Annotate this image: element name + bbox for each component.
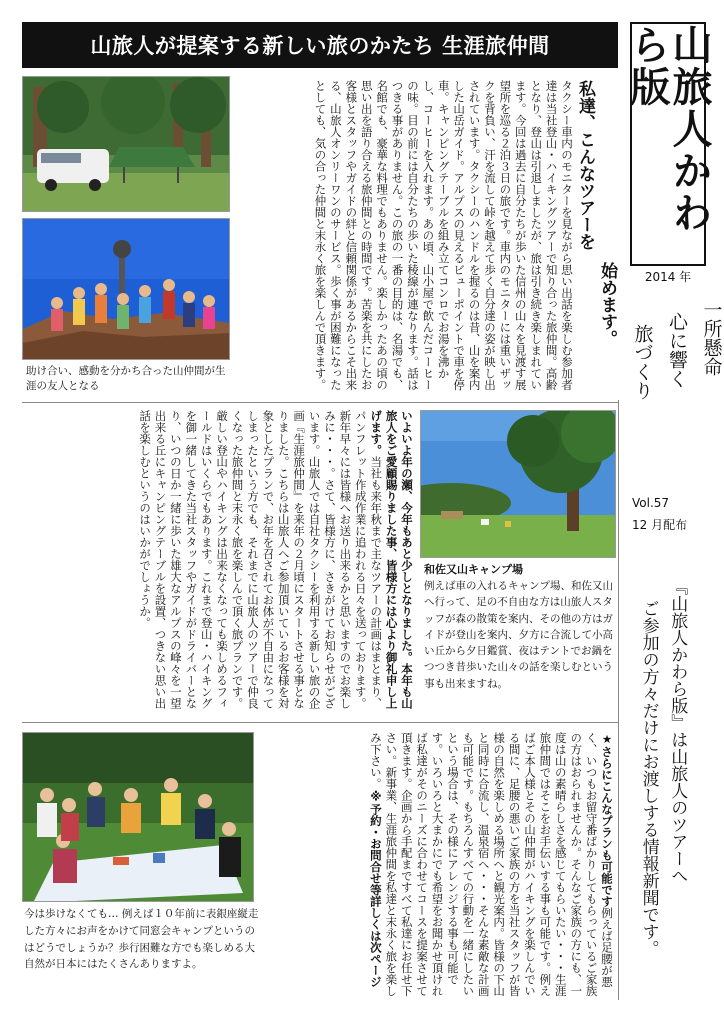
photo2-caption-body: 例えば車の入れるキャンプ場、和佐又山へ行って、足の不自由な方は山旅人スタッフが森の散策を案内、その他の方はガイドが登山を案内、夕方に合流して小高い丘から夕日鑑賞、夜はテントでお鍋をつつき昔歩いた山々の話を楽しむという事も出来ますね。 [424, 580, 613, 690]
article1-lead-line1: 私達、こんなツアーを [575, 80, 595, 250]
article3-body: 例えば足腰が悪く、いつもお留守番ばかりしてもらっているご家族の方はおられませんか。そんなご家族の方にも、一度は山の素晴らしさを感じてもらいたい・・・生涯旅仲間ではそこをお手伝いする事も可能です。例えばご本人様とその山仲間がハイキングを楽しんでいる間に、足腰の悪いご家族の方を当社スタッフが皆様の自然を楽しめる場所へと観光案内。皆様の下山と同時に合流し、温泉宿へ・・・そんな素敵な計画も可能です。もちろんすべての行動を一緒にしたいという場合は、その様にアレンジする事も可能です。いろいろと大まかにでも希望をお聞かせ頂ければ私達がそのニーズに合わせてコースを提案させて頂きます。企画から手配まですべて私達にお任せ下さい。新事業、生涯旅仲間を私達と末永く旅を楽しみ下さい。 [368, 732, 614, 997]
photo-wasamata-camp [420, 410, 616, 558]
photo-campsite-van [22, 76, 230, 212]
issue-year: 2014 年 [644, 270, 692, 284]
slogan [628, 300, 724, 480]
photo2-caption-title: 和佐又山キャンプ場 [424, 563, 523, 576]
article2-body: 当社も来年秋まで主なツアーの計画はまとまり、パンフレット作成作業に追われる日々を送っております。新年早々には皆様へお送り出来るかと思いますのでお楽しみに・・・。さて、皆様方に、さきがけてお知らせがございます。山旅人では自社タクシーを利用する新しい旅の企画『生涯旅仲間』を来年の２月頃にスタートさせる事となりました。こちらは山旅人へご参加頂いているお客様を対象としたプランで、お年を召されてお体が不自由になってしまったという方でも、それまでに山旅人のツアーで仲良くなった旅仲間と末永く旅を楽しんで頂く旅プランです。厳しい登山やハイキングは出来なくなっても楽しめるフィールドはいくらでもあります。これまで登山・ハイキングを御一緒してきた当社スタッフやガイドがドライバーとなり、いつの日か一緒に歩いた雄大なアルプスの峰々を一望出来る丘にキャンピングテーブルを設置、つきない思い出話を楽しむというのはいかがでしょうか。 [138, 410, 384, 709]
sidebar-note [636, 578, 689, 978]
article1-lead [575, 80, 617, 410]
distribution-date: 12 月配布 [632, 518, 688, 532]
photo-summit-group [22, 218, 230, 360]
masthead-title: 山旅人かわら版 [624, 24, 712, 234]
slogan-col3: 旅づくり [631, 324, 654, 400]
article2-lead: いよいよ年の瀬、今年もあと少しとなりました。本年も山旅人をご愛顧賜りました事、皆様方には心より御礼申し上げます。 [369, 410, 414, 709]
photo1-caption: 助け合い、感動を分かち合った山仲間が生涯の友人となる [26, 365, 226, 392]
article1-body: タクシー車内のモニターを見ながら思い出話を楽しむ参加者達は当社登山・ハイキングツアーで知り合った旅仲間。高齢となり、登山は引退しましたが、旅は引き続き楽しまれています。今回は過去に自分たちが歩いた信州の山々を見渡す展望所を巡る２泊３日の旅です。車内のモニターには重いザックを背負い、汗を流して峠を越えて歩く自分達の姿が映し出されています。タクシーのハンドルを握るのは昔、山を案内した山岳ガイド。アルプスの見えるビューポイントで車を停車。キャンピングテーブルを組み立てコンロでお湯を沸かし、コーヒーを入れます。あの頃、山小屋で飲んだコーヒーの味。目の前には自分たちの歩いた稜線が連なります。話はつきる事がありません。この旅の一番の目的は、名湯でも、名館でも、豪華な料理でもありません。楽しかったあの頃の思い出を語り合える旅仲間との時間です。苦楽を共にしたお客様とスタッフやガイドの絆と信頼関係があるからこそ出来る、山旅人オンリーワンのサービス。歩く事が困難になったとしても、気の合った仲間と末永く旅を楽しんで頂きます。 [313, 80, 574, 391]
masthead-box [624, 22, 712, 266]
article3-lead: ★さらにこんなプランも可能です [600, 732, 614, 907]
article2-text [18, 410, 414, 710]
sidebar-note-col1: 『山旅人かわら版』は山旅人のツアーへ [667, 578, 688, 884]
sidebar-divider [618, 400, 619, 1000]
section-divider-2 [22, 722, 618, 723]
article3-text [260, 732, 614, 1004]
photo-picnic-group [22, 732, 254, 902]
slogan-col2: 心に響く [666, 312, 688, 388]
headline: 山旅人が提案する新しい旅のかたち 生涯旅仲間 [22, 22, 618, 68]
article3-note: ※予約・お問合せ等詳しくは次ページ [368, 789, 383, 988]
article1-lead-line2: 始めます。 [597, 262, 617, 347]
volume-number: Vol.57 [632, 496, 670, 510]
section-divider-1 [22, 402, 618, 403]
photo3-caption: 今は歩けなくても… 例えば１０年前に表銀座縦走した方々にお声をかけて同窓会キャンプというのはどうでしょうか？歩行困難な方でも楽しめる大自然が日本にはたくさんありますよ。 [24, 908, 259, 971]
slogan-col1: 一所懸命 [700, 300, 723, 376]
sidebar-note-col2: ご参加の方々だけにお渡しする情報新聞です。 [638, 600, 659, 957]
